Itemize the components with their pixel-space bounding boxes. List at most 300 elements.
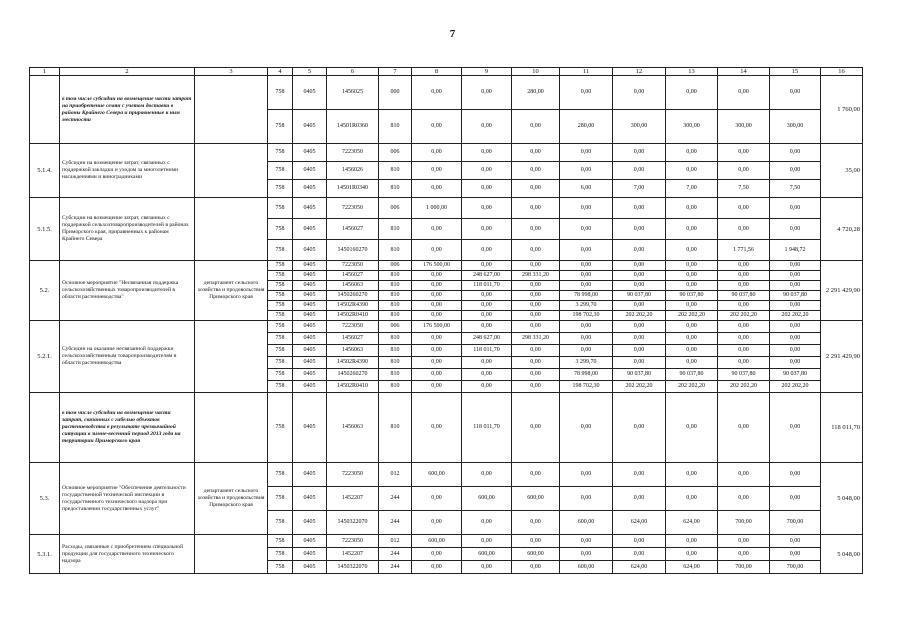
table-row xyxy=(30,393,863,463)
table-cell: 0,00 xyxy=(770,198,821,219)
table-cell: 810 xyxy=(379,110,412,144)
table-cell: 758 xyxy=(268,291,293,301)
table-cell: 0,00 xyxy=(512,198,560,219)
table-cell: 0,00 xyxy=(462,561,512,574)
table-cell: 244 xyxy=(379,561,412,574)
table-cell: 0,00 xyxy=(770,333,821,345)
table-row xyxy=(30,198,863,219)
table-cell: 0,00 xyxy=(462,198,512,219)
table-cell: 202 202,20 xyxy=(613,311,666,321)
table-cell: 0,00 xyxy=(770,548,821,561)
table-cell: 758 xyxy=(268,487,293,511)
table-cell: 0405 xyxy=(293,321,327,333)
table-cell: 1456063 xyxy=(327,393,379,463)
table-cell: 0,00 xyxy=(412,76,462,110)
column-number: 6 xyxy=(327,68,379,76)
table-cell: 300,00 xyxy=(613,110,666,144)
table-cell: 0,00 xyxy=(560,393,613,463)
responsible-executor xyxy=(195,198,268,261)
table-cell: 202 202,20 xyxy=(718,381,770,393)
table-cell: 14502R0410 xyxy=(327,381,379,393)
table-cell: 0,00 xyxy=(412,162,462,180)
table-cell: 0,00 xyxy=(666,144,718,162)
table-cell: 0,00 xyxy=(770,271,821,281)
table-cell: 600,00 xyxy=(462,548,512,561)
table-cell: 118 011,70 xyxy=(462,345,512,357)
table-cell: 0,00 xyxy=(770,144,821,162)
table-cell: 0,00 xyxy=(613,345,666,357)
table-cell: 758 xyxy=(268,110,293,144)
table-cell: 0,00 xyxy=(512,369,560,381)
table-cell: 0,00 xyxy=(666,76,718,110)
table-cell: 600,00 xyxy=(512,487,560,511)
table-cell: 0,00 xyxy=(512,281,560,291)
table-cell: 0,00 xyxy=(718,198,770,219)
table-cell: 1456026 xyxy=(327,162,379,180)
table-cell: 1450322070 xyxy=(327,561,379,574)
item-number: 5.3.1. xyxy=(30,535,60,574)
table-cell: 0,00 xyxy=(613,76,666,110)
item-number: 5.3. xyxy=(30,463,60,535)
table-cell: 0,00 xyxy=(770,487,821,511)
table-row xyxy=(30,535,863,548)
table-cell: 0,00 xyxy=(666,393,718,463)
table-cell: 0,00 xyxy=(613,162,666,180)
total-amount: 118 011,70 xyxy=(821,393,863,463)
table-cell: 0,00 xyxy=(512,463,560,487)
table-cell: 0,00 xyxy=(666,548,718,561)
table-cell: 758 xyxy=(268,219,293,240)
table-cell: 0405 xyxy=(293,487,327,511)
table-cell: 600,00 xyxy=(512,548,560,561)
responsible-executor xyxy=(195,144,268,198)
table-cell: 0,00 xyxy=(718,357,770,369)
table-cell: 0,00 xyxy=(412,311,462,321)
table-cell: 0,00 xyxy=(512,162,560,180)
table-cell: 0,00 xyxy=(462,463,512,487)
table-cell: 280,00 xyxy=(512,76,560,110)
table-cell: 0,00 xyxy=(412,333,462,345)
table-cell: 700,00 xyxy=(718,511,770,535)
table-cell: 0,00 xyxy=(613,321,666,333)
table-cell: 0405 xyxy=(293,548,327,561)
table-cell: 0,00 xyxy=(718,548,770,561)
table-cell: 0,00 xyxy=(718,271,770,281)
table-cell: 0,00 xyxy=(560,76,613,110)
table-cell: 6,00 xyxy=(560,180,613,198)
total-amount: 1 760,00 xyxy=(821,76,863,144)
table-cell: 244 xyxy=(379,511,412,535)
table-cell: 7223050 xyxy=(327,321,379,333)
table-cell: 0,00 xyxy=(560,240,613,261)
total-amount: 5 048,00 xyxy=(821,535,863,574)
table-cell: 0,00 xyxy=(770,281,821,291)
table-body xyxy=(30,68,863,574)
table-cell: 90 037,80 xyxy=(666,291,718,301)
table-cell: 0,00 xyxy=(770,535,821,548)
table-cell: 0,00 xyxy=(718,463,770,487)
table-cell: 758 xyxy=(268,76,293,110)
responsible-executor: департамент сельского хозяйства и продовольствия Приморского края xyxy=(195,463,268,535)
responsible-executor: департамент сельского хозяйства и продовольствия Приморского края xyxy=(195,261,268,321)
table-cell: 1456027 xyxy=(327,271,379,281)
table-cell: 0,00 xyxy=(560,144,613,162)
table-cell: 202 202,20 xyxy=(666,311,718,321)
table-cell: 600,00 xyxy=(560,561,613,574)
table-cell: 0,00 xyxy=(770,357,821,369)
table-cell: 0405 xyxy=(293,198,327,219)
table-cell: 624,00 xyxy=(613,511,666,535)
column-number: 16 xyxy=(821,68,863,76)
table-cell: 810 xyxy=(379,345,412,357)
table-cell: 0405 xyxy=(293,511,327,535)
table-cell: 0,00 xyxy=(512,321,560,333)
table-cell: 14501R0340 xyxy=(327,180,379,198)
table-cell: 0,00 xyxy=(666,333,718,345)
table-cell: 0405 xyxy=(293,369,327,381)
table-cell: 0405 xyxy=(293,110,327,144)
column-number: 4 xyxy=(268,68,293,76)
page-number: 7 xyxy=(449,28,456,40)
table-cell: 0,00 xyxy=(512,291,560,301)
table-cell: 0,00 xyxy=(718,321,770,333)
table-cell: 0405 xyxy=(293,381,327,393)
table-cell: 0,00 xyxy=(770,321,821,333)
table-cell: 758 xyxy=(268,261,293,271)
table-cell: 600,00 xyxy=(412,463,462,487)
table-cell: 0,00 xyxy=(462,261,512,271)
responsible-executor xyxy=(195,393,268,463)
table-cell: 0,00 xyxy=(412,240,462,261)
table-cell: 0,00 xyxy=(462,219,512,240)
table-cell: 0,00 xyxy=(666,463,718,487)
table-cell: 758 xyxy=(268,463,293,487)
table-cell: 0,00 xyxy=(412,291,462,301)
table-cell: 810 xyxy=(379,357,412,369)
table-cell: 012 xyxy=(379,535,412,548)
table-cell: 758 xyxy=(268,511,293,535)
table-cell: 1456063 xyxy=(327,345,379,357)
table-cell: 012 xyxy=(379,463,412,487)
table-cell: 0,00 xyxy=(412,561,462,574)
item-name: в том числе субсидии на возмещение части затрат, связанных с гибелью объектов растениеводства в результате чрезвычайной ситуации в зимне-весенний период 2013 года на территории Приморского края xyxy=(60,393,195,463)
table-cell: 1 948,72 xyxy=(770,240,821,261)
table-cell: 006 xyxy=(379,144,412,162)
table-cell: 0,00 xyxy=(412,393,462,463)
column-number: 13 xyxy=(666,68,718,76)
table-cell: 0,00 xyxy=(462,76,512,110)
table-cell: 0,00 xyxy=(560,198,613,219)
table-cell: 0405 xyxy=(293,219,327,240)
table-cell: 90 037,80 xyxy=(666,369,718,381)
table-cell: 758 xyxy=(268,162,293,180)
item-name: Субсидии на оказание несвязанной поддержки сельскохозяйственным товаропроизводителям в области растениеводства xyxy=(60,321,195,393)
table-cell: 14502R4390 xyxy=(327,357,379,369)
table-cell: 0,00 xyxy=(512,144,560,162)
table-row xyxy=(30,76,863,110)
table-cell: 0,00 xyxy=(462,180,512,198)
table-cell: 810 xyxy=(379,301,412,311)
table-cell: 0,00 xyxy=(718,487,770,511)
table-cell: 0,00 xyxy=(718,144,770,162)
table-cell: 0,00 xyxy=(462,291,512,301)
table-cell: 0,00 xyxy=(613,463,666,487)
table-cell: 758 xyxy=(268,369,293,381)
table-cell: 758 xyxy=(268,535,293,548)
table-cell: 0,00 xyxy=(613,271,666,281)
table-cell: 202 202,20 xyxy=(666,381,718,393)
table-cell: 0405 xyxy=(293,333,327,345)
table-cell: 300,00 xyxy=(666,110,718,144)
table-cell: 758 xyxy=(268,311,293,321)
table-cell: 14501R0360 xyxy=(327,110,379,144)
table-cell: 0405 xyxy=(293,261,327,271)
table-cell: 0,00 xyxy=(666,271,718,281)
table-cell: 244 xyxy=(379,548,412,561)
table-cell: 0,00 xyxy=(560,261,613,271)
table-cell: 758 xyxy=(268,240,293,261)
total-amount: 2 291 429,90 xyxy=(821,261,863,321)
table-cell: 244 xyxy=(379,487,412,511)
table-cell: 810 xyxy=(379,219,412,240)
table-cell: 0,00 xyxy=(666,357,718,369)
table-cell: 0,00 xyxy=(462,357,512,369)
table-cell: 0,00 xyxy=(560,535,613,548)
table-cell: 0405 xyxy=(293,281,327,291)
column-number: 9 xyxy=(462,68,512,76)
item-number: 5.2.1. xyxy=(30,321,60,393)
table-cell: 0,00 xyxy=(462,240,512,261)
column-number: 1 xyxy=(30,68,60,76)
table-cell: 1450260270 xyxy=(327,369,379,381)
table-cell: 0405 xyxy=(293,301,327,311)
table-cell: 1 000,00 xyxy=(412,198,462,219)
responsible-executor xyxy=(195,321,268,393)
table-cell: 0,00 xyxy=(462,144,512,162)
table-cell: 0405 xyxy=(293,345,327,357)
table-cell: 0,00 xyxy=(718,535,770,548)
table-cell: 758 xyxy=(268,271,293,281)
table-cell: 198 702,30 xyxy=(560,311,613,321)
table-cell: 298 331,20 xyxy=(512,271,560,281)
table-cell: 0,00 xyxy=(613,144,666,162)
table-cell: 758 xyxy=(268,180,293,198)
table-cell: 758 xyxy=(268,144,293,162)
table-cell: 198 702,30 xyxy=(560,381,613,393)
table-cell: 0,00 xyxy=(560,219,613,240)
table-cell: 0,00 xyxy=(412,271,462,281)
table-cell: 248 627,00 xyxy=(462,271,512,281)
item-name: Основное мероприятие "Обеспечение деятельности государственной технической инспекции в государственного технического надзора при предоставлении государственных услуг" xyxy=(60,463,195,535)
table-cell: 0,00 xyxy=(462,535,512,548)
table-cell: 0,00 xyxy=(613,487,666,511)
table-cell: 0405 xyxy=(293,144,327,162)
table-cell: 0,00 xyxy=(613,198,666,219)
item-number xyxy=(30,76,60,144)
table-cell: 300,00 xyxy=(770,110,821,144)
table-cell: 0,00 xyxy=(412,511,462,535)
table-cell: 700,00 xyxy=(770,561,821,574)
table-cell: 3 299,70 xyxy=(560,301,613,311)
table-cell: 176 500,00 xyxy=(412,261,462,271)
table-cell: 0,00 xyxy=(613,548,666,561)
table-row xyxy=(30,463,863,487)
table-cell: 1452207 xyxy=(327,548,379,561)
table-cell: 006 xyxy=(379,198,412,219)
table-cell: 0,00 xyxy=(666,281,718,291)
table-cell: 758 xyxy=(268,333,293,345)
table-cell: 0,00 xyxy=(613,333,666,345)
table-cell: 0,00 xyxy=(666,321,718,333)
table-cell: 0,00 xyxy=(512,180,560,198)
table-cell: 0,00 xyxy=(512,219,560,240)
table-cell: 0,00 xyxy=(718,219,770,240)
table-cell: 700,00 xyxy=(718,561,770,574)
column-number: 7 xyxy=(379,68,412,76)
column-number: 10 xyxy=(512,68,560,76)
table-cell: 0,00 xyxy=(718,301,770,311)
table-cell: 280,00 xyxy=(560,110,613,144)
table-cell: 0,00 xyxy=(666,487,718,511)
table-cell: 0,00 xyxy=(770,393,821,463)
table-cell: 0,00 xyxy=(512,535,560,548)
table-cell: 0,00 xyxy=(560,333,613,345)
table-cell: 90 037,80 xyxy=(770,291,821,301)
table-cell: 0405 xyxy=(293,180,327,198)
table-cell: 0,00 xyxy=(512,261,560,271)
table-cell: 0,00 xyxy=(412,487,462,511)
table-cell: 1456025 xyxy=(327,76,379,110)
table-cell: 758 xyxy=(268,301,293,311)
table-cell: 202 202,20 xyxy=(770,311,821,321)
table-cell: 300,00 xyxy=(718,110,770,144)
item-number: 5.2. xyxy=(30,261,60,321)
column-number-row xyxy=(30,68,863,76)
responsible-executor xyxy=(195,535,268,574)
table-cell: 600,00 xyxy=(560,511,613,535)
table-cell: 0,00 xyxy=(666,301,718,311)
table-cell: 0,00 xyxy=(718,76,770,110)
table-row xyxy=(30,261,863,271)
table-cell: 0,00 xyxy=(412,180,462,198)
table-cell: 0,00 xyxy=(560,271,613,281)
table-cell: 0,00 xyxy=(412,219,462,240)
table-cell: 202 202,20 xyxy=(770,381,821,393)
table-cell: 202 202,20 xyxy=(613,381,666,393)
table-cell: 006 xyxy=(379,261,412,271)
item-number: 5.1.5. xyxy=(30,198,60,261)
item-name: Расходы, связанные с приобретением специальной продукции для государственного технического надзора xyxy=(60,535,195,574)
item-name: Основное мероприятие "Несвязанная поддержка сельскохозяйственных товаропроизводителей в области растениеводства" xyxy=(60,261,195,321)
budget-table xyxy=(29,67,863,574)
table-cell: 0,00 xyxy=(560,321,613,333)
table-cell: 1450160270 xyxy=(327,240,379,261)
table-cell: 118 011,70 xyxy=(462,393,512,463)
table-cell: 176 500,00 xyxy=(412,321,462,333)
table-cell: 600,00 xyxy=(462,487,512,511)
table-cell: 0405 xyxy=(293,240,327,261)
table-cell: 810 xyxy=(379,333,412,345)
table-cell: 90 037,80 xyxy=(613,291,666,301)
table-cell: 0,00 xyxy=(718,162,770,180)
table-cell: 1456027 xyxy=(327,333,379,345)
table-cell: 0,00 xyxy=(613,261,666,271)
table-cell: 248 627,00 xyxy=(462,333,512,345)
table-cell: 0,00 xyxy=(770,463,821,487)
table-cell: 7,50 xyxy=(770,180,821,198)
table-cell: 78 998,00 xyxy=(560,369,613,381)
table-cell: 0,00 xyxy=(770,219,821,240)
table-cell: 0,00 xyxy=(412,381,462,393)
table-cell: 000 xyxy=(379,76,412,110)
table-cell: 0,00 xyxy=(462,162,512,180)
table-cell: 0405 xyxy=(293,291,327,301)
table-cell: 758 xyxy=(268,198,293,219)
table-cell: 7,00 xyxy=(613,180,666,198)
table-cell: 0,00 xyxy=(560,345,613,357)
table-cell: 1450260270 xyxy=(327,291,379,301)
table-cell: 0,00 xyxy=(462,511,512,535)
column-number: 5 xyxy=(293,68,327,76)
table-cell: 810 xyxy=(379,281,412,291)
table-cell: 810 xyxy=(379,271,412,281)
table-cell: 0,00 xyxy=(666,240,718,261)
table-cell: 758 xyxy=(268,381,293,393)
table-cell: 0,00 xyxy=(770,261,821,271)
table-cell: 758 xyxy=(268,357,293,369)
table-cell: 0,00 xyxy=(512,381,560,393)
table-cell: 1456027 xyxy=(327,219,379,240)
table-cell: 0,00 xyxy=(770,162,821,180)
table-cell: 0,00 xyxy=(512,301,560,311)
table-row xyxy=(30,144,863,162)
table-cell: 758 xyxy=(268,321,293,333)
table-cell: 0,00 xyxy=(613,240,666,261)
column-number: 11 xyxy=(560,68,613,76)
table-cell: 0,00 xyxy=(613,357,666,369)
item-name: в том числе субсидии на возмещение части затрат на приобретение семян с учетом доставки в районы Крайнего Севера и приравненные к ним местности xyxy=(60,76,195,144)
table-cell: 0,00 xyxy=(560,463,613,487)
table-cell: 0,00 xyxy=(412,144,462,162)
table-cell: 0405 xyxy=(293,76,327,110)
item-name: Субсидии на возмещение затрат, связанных с поддержкой сельхозтоваропроизводителей в районах Приморского края, приравненных к районам Крайнего Севера xyxy=(60,198,195,261)
table-cell: 7,50 xyxy=(718,180,770,198)
item-number: 5.1.4. xyxy=(30,144,60,198)
table-cell: 624,00 xyxy=(613,561,666,574)
table-cell: 0405 xyxy=(293,357,327,369)
table-row xyxy=(30,321,863,333)
table-cell: 1456063 xyxy=(327,281,379,291)
table-cell: 624,00 xyxy=(666,561,718,574)
table-cell: 0,00 xyxy=(462,301,512,311)
responsible-executor xyxy=(195,76,268,144)
table-cell: 810 xyxy=(379,369,412,381)
table-cell: 0,00 xyxy=(462,321,512,333)
table-cell: 700,00 xyxy=(770,511,821,535)
column-number: 14 xyxy=(718,68,770,76)
table-cell: 0,00 xyxy=(613,535,666,548)
table-cell: 0405 xyxy=(293,162,327,180)
table-cell: 0,00 xyxy=(560,281,613,291)
table-cell: 0,00 xyxy=(560,162,613,180)
table-cell: 810 xyxy=(379,311,412,321)
table-cell: 0,00 xyxy=(718,333,770,345)
table-cell: 0,00 xyxy=(718,261,770,271)
table-cell: 0,00 xyxy=(613,393,666,463)
table-cell: 0,00 xyxy=(770,76,821,110)
table-cell: 0,00 xyxy=(512,561,560,574)
table-cell: 90 037,80 xyxy=(718,291,770,301)
